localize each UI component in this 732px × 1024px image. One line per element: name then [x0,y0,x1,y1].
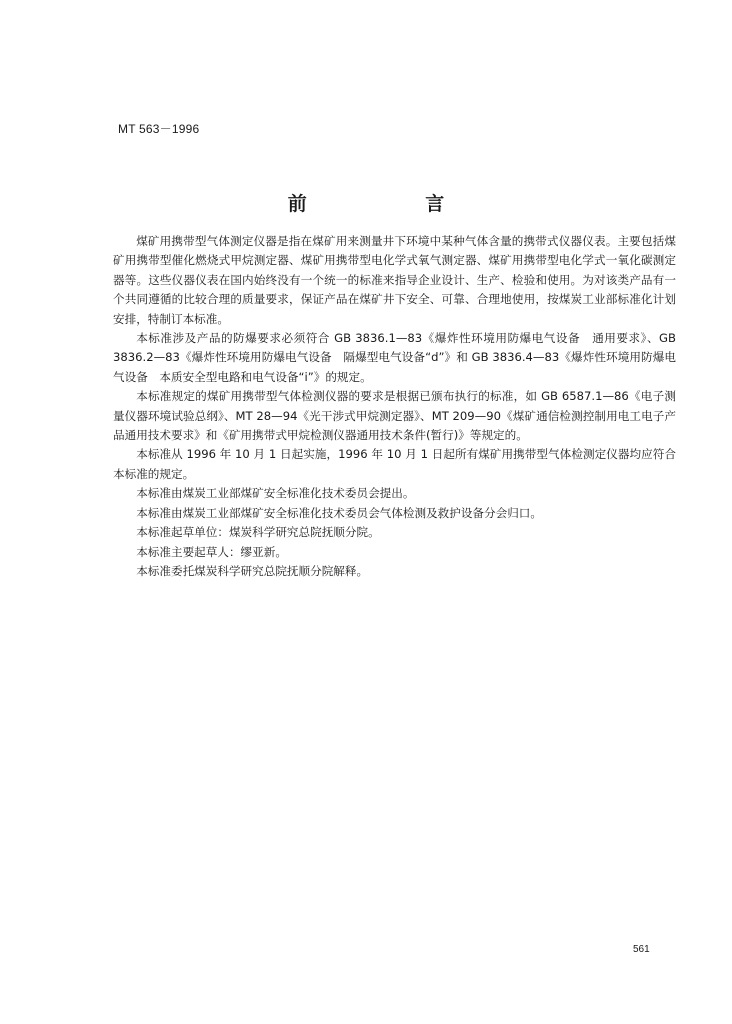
paragraph-centralized-by: 本标准由煤炭工业部煤矿安全标准化技术委员会气体检测及救护设备分会归口。 [136,505,542,520]
page-title: 前 言 [287,193,501,215]
paragraph-effective-date: 本标准从 1996 年 10 月 1 日起实施，1996 年 10 月 1 日起所有煤矿用携带型气体检测定仪器均应符合本标准的规定。 [113,447,676,481]
paragraph-referenced-standards: 本标准规定的煤矿用携带型气体检测仪器的要求是根据已颁布执行的标准，如 GB 6587.1—86《电子测量仪器环境试验总纲》、MT 28—94《光干涉式甲烷测定器》、MT 209—90《煤矿通信检测控制用电工电子产品通用技术要求》和《矿用携带式甲烷检测仪器通用技术条件(暂行)》等规定的。 [113,389,676,443]
paragraph-interpretation: 本标准委托煤炭科学研究总院抚顺分院解释。 [136,563,369,578]
paragraph-drafter: 本标准主要起草人：缪亚新。 [136,544,287,559]
standard-code: MT 563－1996 [118,122,200,136]
paragraph-intro: 煤矿用携带型气体测定仪器是指在煤矿用来测量井下环境中某种气体含量的携带式仪器仪表。主要包括煤矿用携带型催化燃烧式甲烷测定器、煤矿用携带型电化学式氧气测定器、煤矿用携带型电化学式一氧化碳测定器等。这些仪器仪表在国内始终没有一个统一的标准来指导企业设计、生产、检验和使用。为对该类产品有一个共同遵循的比较合理的质量要求，保证产品在煤矿井下安全、可靠、合理地使用，按煤炭工业部标准化计划安排，特制订本标准。 [113,234,676,326]
paragraph-drafting-unit: 本标准起草单位：煤炭科学研究总院抚顺分院。 [136,525,380,540]
page-number: 561 [633,944,650,955]
body-text [113,232,676,581]
paragraph-proposed-by: 本标准由煤炭工业部煤矿安全标准化技术委员会提出。 [136,486,415,501]
paragraph-explosion-proof: 本标准涉及产品的防爆要求必须符合 GB 3836.1—83《爆炸性环境用防爆电气设备 通用要求》、GB 3836.2—83《爆炸性环境用防爆电气设备 隔爆型电气设备“d”》和 GB 3836.4—83《爆炸性环境用防爆电气设备 本质安全型电路和电气设备“i”》的规定。 [113,331,676,384]
